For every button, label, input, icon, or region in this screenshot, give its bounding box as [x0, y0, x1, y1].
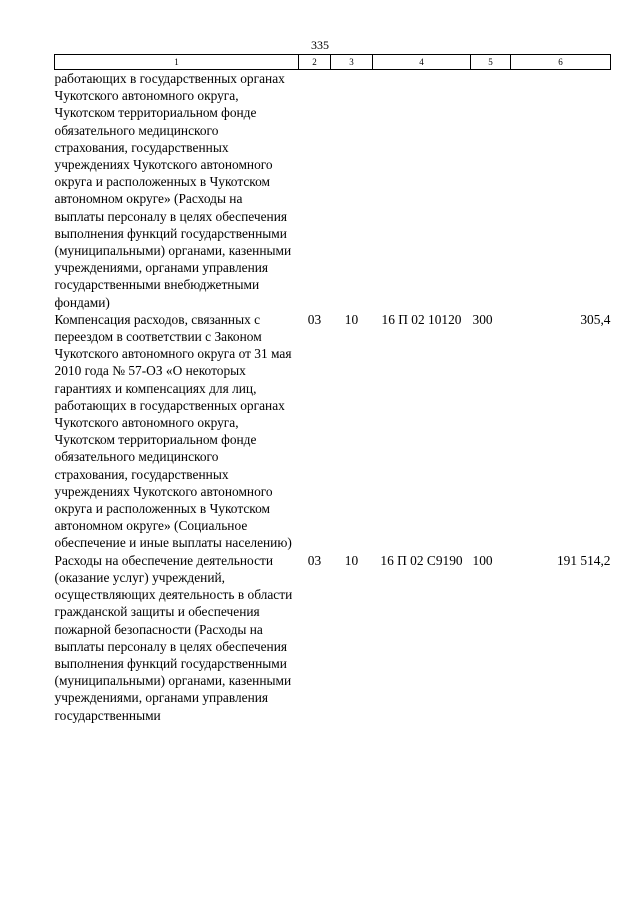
header-col-5: 5	[471, 55, 511, 70]
row-expense-type: 100	[472, 552, 493, 568]
header-col-6: 6	[511, 55, 611, 70]
table-row	[55, 552, 611, 724]
row-amount: 305,4	[580, 311, 611, 327]
row-section	[299, 70, 331, 311]
budget-table	[54, 54, 611, 724]
row-expense-type: 300	[472, 311, 493, 327]
table-row	[55, 311, 611, 552]
row-amount: 191 514,2	[556, 552, 611, 568]
row-section: 03	[307, 311, 322, 327]
row-target: 16 П 02 10120	[381, 311, 462, 327]
page-number: 335	[311, 38, 329, 52]
row-target: 16 П 02 С9190	[380, 552, 463, 568]
header-col-4: 4	[373, 55, 471, 70]
row-target	[373, 70, 471, 311]
row-subsection	[331, 70, 373, 311]
table-row	[55, 70, 611, 311]
header-row	[55, 55, 611, 70]
row-description: Расходы на обеспечение деятельности (оказание услуг) учреждений, осуществляющих деятельность в области гражданской защиты и обеспечения пожарной безопасности (Расходы на выплаты персоналу в целях обеспечения выполнения функций государственными (муниципальными) органами, казенными учреждениями, органами управления государственными	[54, 552, 293, 723]
header-col-1: 1	[55, 55, 299, 70]
row-expense-type	[471, 70, 511, 311]
header-col-2: 2	[299, 55, 331, 70]
header-col-3: 3	[331, 55, 373, 70]
row-amount	[511, 70, 611, 311]
row-description: Компенсация расходов, связанных с переездом в соответствии с Законом Чукотского автономного округа от 31 мая 2010 года № 57-ОЗ «О некоторых гарантиях и компенсациях для лиц, работающих в государственных органах Чукотского автономного округа, Чукотском территориальном фонде обязательного медицинского страхования, государственных учреждениях Чукотского автономного округа и расположенных в Чукотском автономном округе» (Социальное обеспечение и иные выплаты населению)	[54, 311, 292, 551]
row-subsection: 10	[344, 311, 359, 327]
row-subsection: 10	[344, 552, 359, 568]
row-description: работающих в государственных органах Чукотского автономного округа, Чукотском территориальном фонде обязательного медицинского страхования, государственных учреждениях Чукотского автономного округа и расположенных в Чукотском автономном округе» (Расходы на выплаты персоналу в целях обеспечения выполнения функций государственными (муниципальными) органами, казенными учреждениями, органами управления государственными внебюджетными фондами)	[54, 71, 292, 310]
row-section: 03	[307, 552, 322, 568]
